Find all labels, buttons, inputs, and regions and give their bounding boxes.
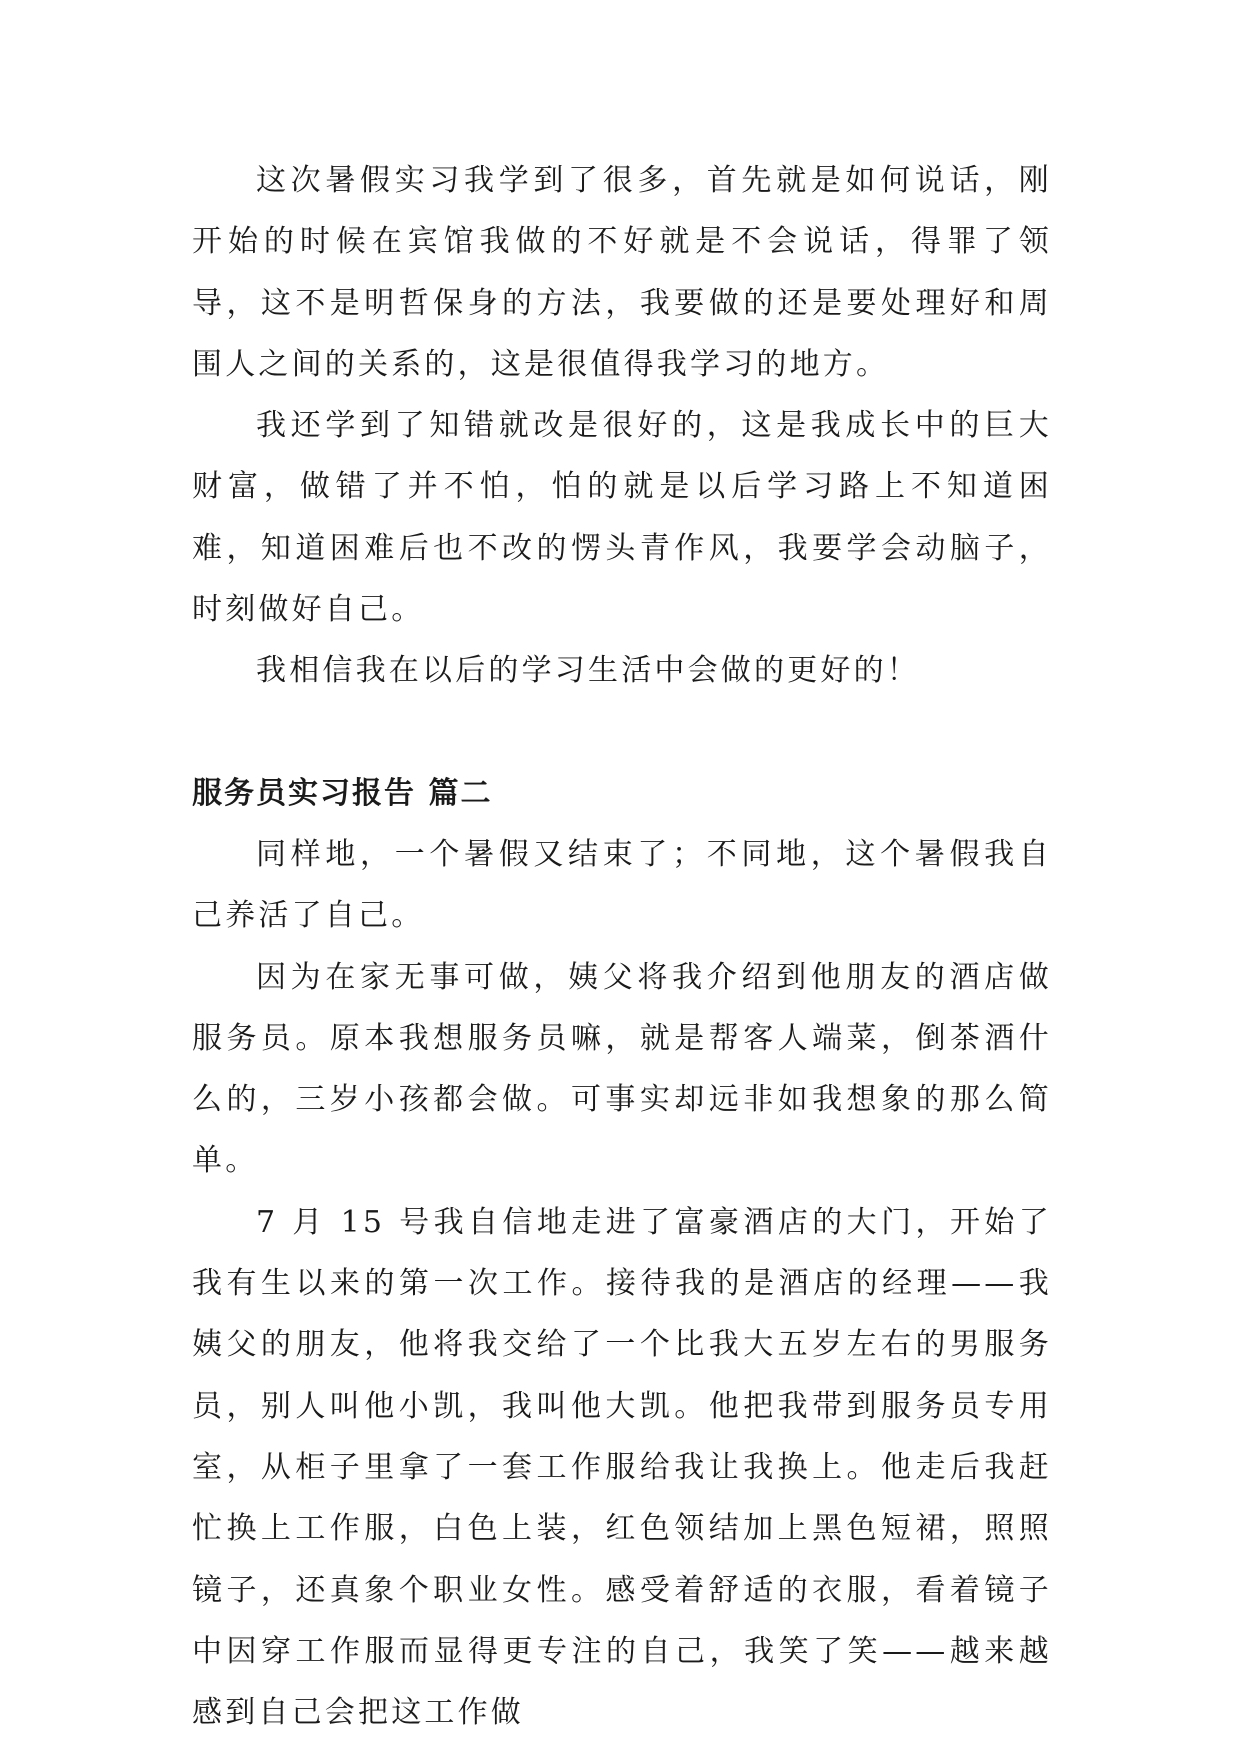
paragraph: 我还学到了知错就改是很好的，这是我成长中的巨大财富，做错了并不怕，怕的就是以后学习路上不知道困难，知道困难后也不改的愣头青作风，我要学会动脑子，时刻做好自己。 <box>192 408 1052 628</box>
paragraph: 同样地，一个暑假又结束了；不同地，这个暑假我自己养活了自己。 <box>192 836 1052 934</box>
paragraph: 因为在家无事可做，姨父将我介绍到他朋友的酒店做服务员。原本我想服务员嘛，就是帮客人端菜，倒茶酒什么的，三岁小孩都会做。可事实却远非如我想象的那么简单。 <box>192 959 1052 1179</box>
paragraph: 这次暑假实习我学到了很多，首先就是如何说话，刚开始的时候在宾馆我做的不好就是不会说话，得罪了领导，这不是明哲保身的方法，我要做的还是要处理好和周围人之间的关系的，这是很值得我学习的地方。 <box>192 163 1052 382</box>
section-heading: 服务员实习报告 篇二 <box>192 775 493 811</box>
document-body <box>192 150 1052 1743</box>
paragraph: 7 月 15 号我自信地走进了富豪酒店的大门，开始了我有生以来的第一次工作。接待我的是酒店的经理——我姨父的朋友，他将我交给了一个比我大五岁左右的男服务员，别人叫他小凯，我叫他大凯。他把我带到服务员专用室，从柜子里拿了一套工作服给我让我换上。他走后我赶忙换上工作服，白色上装，红色领结加上黑色短裙，照照镜子，还真象个职业女性。感受着舒适的衣服，看着镜子中因穿工作服而显得更专注的自己，我笑了笑——越来越感到自己会把这工作做 <box>192 1204 1052 1731</box>
section-spacer <box>192 702 1052 763</box>
paragraph: 我相信我在以后的学习生活中会做的更好的！ <box>256 653 920 689</box>
